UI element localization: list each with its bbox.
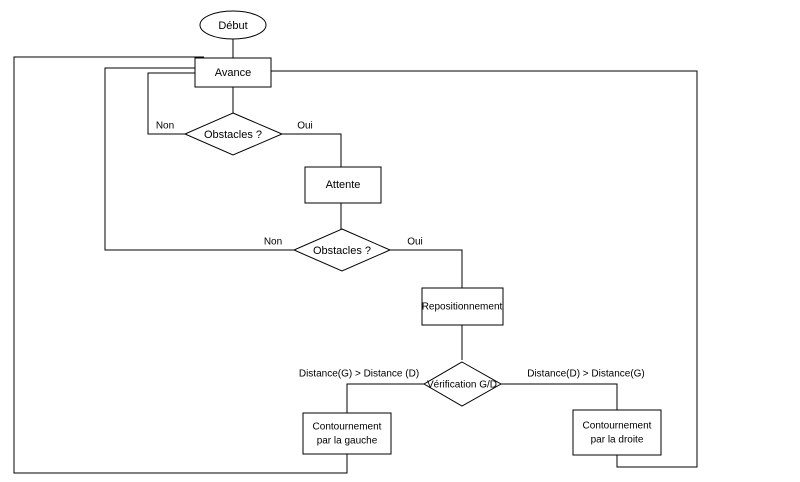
contournement-gauche-label-line2: par la gauche — [316, 435, 378, 447]
debut-label: Début — [218, 19, 248, 32]
connector-gauche-return — [14, 57, 347, 473]
edge-label-obstacles2-oui: Oui — [407, 236, 423, 248]
contournement-gauche-shape — [303, 413, 391, 454]
obstacles1-label: Obstacles ? — [203, 128, 263, 141]
contournement-droite-shape — [573, 410, 661, 455]
node-obstacles-2[interactable] — [294, 229, 390, 271]
contournement-gauche-label-line1: Contournement — [312, 421, 382, 433]
repositionnement-label: Repositionnement — [421, 301, 503, 313]
connector-verification-to-gauche — [347, 384, 424, 413]
verification-label: Vérification G/D — [426, 379, 498, 391]
connector-obstacles2-non-to-avance — [105, 68, 294, 250]
node-avance[interactable] — [195, 58, 271, 87]
edge-label-obstacles2-non: Non — [263, 236, 283, 248]
node-debut[interactable] — [200, 11, 266, 39]
node-obstacles-1[interactable] — [185, 113, 282, 155]
edge-label-verification-droite: Distance(D) > Distance(G) — [527, 368, 645, 380]
connector-obstacles2-oui-to-repositionnement — [390, 250, 462, 288]
edge-label-obstacles1-oui: Oui — [297, 120, 313, 132]
node-contournement-gauche[interactable] — [303, 413, 391, 454]
node-verification[interactable] — [424, 362, 501, 406]
node-repositionnement[interactable] — [422, 288, 503, 325]
attente-label: Attente — [325, 178, 361, 191]
contournement-droite-label-line2: par la droite — [590, 434, 644, 446]
node-contournement-droite[interactable] — [573, 410, 661, 455]
connector-droite-return — [262, 71, 697, 467]
obstacles2-label: Obstacles ? — [312, 244, 372, 257]
edge-label-obstacles1-non: Non — [155, 120, 175, 132]
edge-label-verification-gauche: Distance(G) > Distance (D) — [298, 368, 420, 380]
contournement-droite-label-line1: Contournement — [582, 420, 652, 432]
connector-obstacles1-oui-to-attente — [282, 134, 341, 167]
node-attente[interactable] — [305, 167, 381, 203]
avance-label: Avance — [214, 66, 252, 79]
connector-verification-to-droite — [501, 384, 617, 410]
